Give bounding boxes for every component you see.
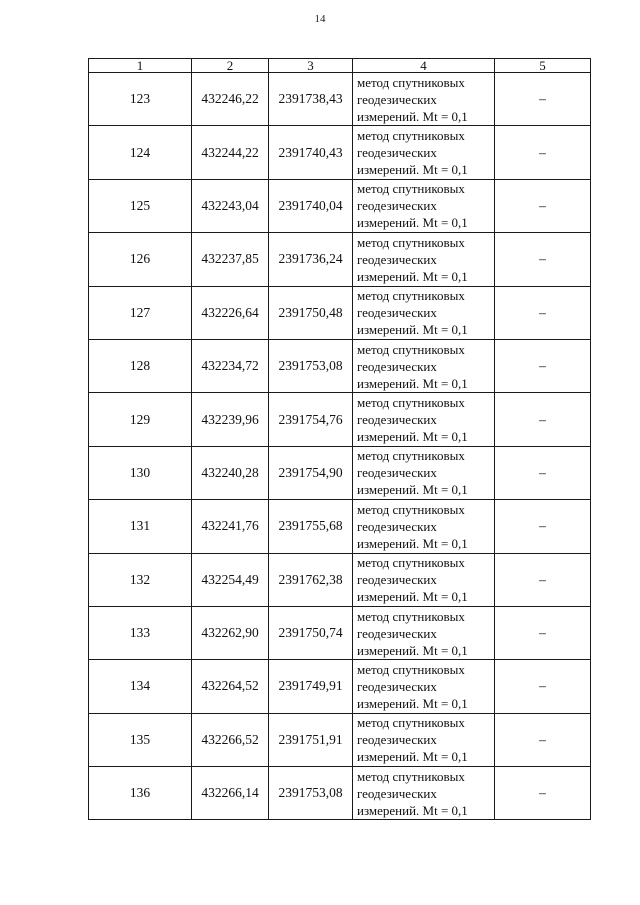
x-coordinate-cell: 432254,49: [192, 553, 269, 606]
table-row: [89, 286, 591, 339]
method-text-line: метод спутниковых: [357, 715, 465, 731]
method-cell: [353, 233, 495, 286]
note-cell: –: [495, 553, 591, 606]
method-text-line: измерений. Mt = 0,1: [357, 589, 468, 605]
x-coordinate-cell: 432239,96: [192, 393, 269, 446]
note-cell: –: [495, 233, 591, 286]
method-text-line: геодезических: [357, 358, 437, 374]
note-cell: –: [495, 126, 591, 179]
coordinates-table: [88, 58, 591, 820]
note-cell: –: [495, 500, 591, 553]
point-number-cell: 125: [89, 179, 192, 232]
method-text-line: измерений. Mt = 0,1: [357, 215, 468, 231]
y-coordinate-cell: 2391754,90: [269, 446, 353, 499]
method-cell: [353, 713, 495, 766]
method-text-line: геодезических: [357, 572, 437, 588]
table-row: [89, 393, 591, 446]
table-row: [89, 553, 591, 606]
y-coordinate-cell: 2391751,91: [269, 713, 353, 766]
table-row: [89, 339, 591, 392]
method-text-line: метод спутниковых: [357, 768, 465, 784]
method-text-line: метод спутниковых: [357, 501, 465, 517]
note-cell: –: [495, 713, 591, 766]
method-cell: [353, 126, 495, 179]
x-coordinate-cell: 432240,28: [192, 446, 269, 499]
point-number-cell: 133: [89, 606, 192, 659]
x-coordinate-cell: 432226,64: [192, 286, 269, 339]
point-number-cell: 134: [89, 660, 192, 713]
method-text-line: геодезических: [357, 625, 437, 641]
method-text-line: измерений. Mt = 0,1: [357, 482, 468, 498]
y-coordinate-cell: 2391754,76: [269, 393, 353, 446]
method-text-line: метод спутниковых: [357, 74, 465, 90]
y-coordinate-cell: 2391738,43: [269, 73, 353, 126]
table-row: [89, 660, 591, 713]
x-coordinate-cell: 432246,22: [192, 73, 269, 126]
x-coordinate-cell: 432234,72: [192, 339, 269, 392]
method-cell: [353, 286, 495, 339]
method-text-line: измерений. Mt = 0,1: [357, 695, 468, 711]
method-text-line: измерений. Mt = 0,1: [357, 642, 468, 658]
y-coordinate-cell: 2391753,08: [269, 767, 353, 820]
method-text-line: метод спутниковых: [357, 128, 465, 144]
method-cell: [353, 393, 495, 446]
table-row: [89, 606, 591, 659]
point-number-cell: 136: [89, 767, 192, 820]
method-cell: [353, 446, 495, 499]
method-cell: [353, 606, 495, 659]
y-coordinate-cell: 2391753,08: [269, 339, 353, 392]
x-coordinate-cell: 432241,76: [192, 500, 269, 553]
method-text-line: измерений. Mt = 0,1: [357, 749, 468, 765]
note-cell: –: [495, 339, 591, 392]
method-text-line: метод спутниковых: [357, 448, 465, 464]
method-text-line: геодезических: [357, 678, 437, 694]
x-coordinate-cell: 432237,85: [192, 233, 269, 286]
method-text-line: геодезических: [357, 251, 437, 267]
y-coordinate-cell: 2391750,48: [269, 286, 353, 339]
method-text-line: метод спутниковых: [357, 288, 465, 304]
method-text-line: геодезических: [357, 198, 437, 214]
point-number-cell: 127: [89, 286, 192, 339]
method-text-line: измерений. Mt = 0,1: [357, 268, 468, 284]
table-row: [89, 713, 591, 766]
point-number-cell: 131: [89, 500, 192, 553]
point-number-cell: 126: [89, 233, 192, 286]
method-text-line: измерений. Mt = 0,1: [357, 108, 468, 124]
y-coordinate-cell: 2391762,38: [269, 553, 353, 606]
method-text-line: геодезических: [357, 91, 437, 107]
method-text-line: метод спутниковых: [357, 234, 465, 250]
table-header-row: [89, 59, 591, 73]
column-header: 5: [495, 59, 591, 73]
method-text-line: измерений. Mt = 0,1: [357, 802, 468, 818]
x-coordinate-cell: 432243,04: [192, 179, 269, 232]
method-text-line: измерений. Mt = 0,1: [357, 322, 468, 338]
table-row: [89, 500, 591, 553]
table-row: [89, 179, 591, 232]
method-text-line: метод спутниковых: [357, 181, 465, 197]
point-number-cell: 132: [89, 553, 192, 606]
point-number-cell: 135: [89, 713, 192, 766]
method-text-line: измерений. Mt = 0,1: [357, 535, 468, 551]
note-cell: –: [495, 73, 591, 126]
method-text-line: метод спутниковых: [357, 661, 465, 677]
x-coordinate-cell: 432266,52: [192, 713, 269, 766]
column-header: 4: [353, 59, 495, 73]
table-row: [89, 73, 591, 126]
y-coordinate-cell: 2391740,43: [269, 126, 353, 179]
point-number-cell: 129: [89, 393, 192, 446]
method-cell: [353, 767, 495, 820]
point-number-cell: 130: [89, 446, 192, 499]
method-cell: [353, 553, 495, 606]
note-cell: –: [495, 286, 591, 339]
point-number-cell: 124: [89, 126, 192, 179]
method-cell: [353, 500, 495, 553]
method-text-line: измерений. Mt = 0,1: [357, 429, 468, 445]
point-number-cell: 123: [89, 73, 192, 126]
method-text-line: измерений. Mt = 0,1: [357, 375, 468, 391]
method-cell: [353, 73, 495, 126]
method-text-line: метод спутниковых: [357, 341, 465, 357]
y-coordinate-cell: 2391749,91: [269, 660, 353, 713]
note-cell: –: [495, 606, 591, 659]
column-header: 2: [192, 59, 269, 73]
note-cell: –: [495, 446, 591, 499]
method-text-line: метод спутниковых: [357, 555, 465, 571]
y-coordinate-cell: 2391750,74: [269, 606, 353, 659]
y-coordinate-cell: 2391740,04: [269, 179, 353, 232]
note-cell: –: [495, 179, 591, 232]
y-coordinate-cell: 2391736,24: [269, 233, 353, 286]
method-text-line: геодезических: [357, 518, 437, 534]
table-row: [89, 446, 591, 499]
table-row: [89, 767, 591, 820]
method-text-line: геодезических: [357, 412, 437, 428]
method-cell: [353, 339, 495, 392]
method-text-line: геодезических: [357, 785, 437, 801]
x-coordinate-cell: 432264,52: [192, 660, 269, 713]
column-header: 3: [269, 59, 353, 73]
method-text-line: геодезических: [357, 732, 437, 748]
note-cell: –: [495, 660, 591, 713]
y-coordinate-cell: 2391755,68: [269, 500, 353, 553]
note-cell: –: [495, 393, 591, 446]
x-coordinate-cell: 432244,22: [192, 126, 269, 179]
method-text-line: метод спутниковых: [357, 395, 465, 411]
x-coordinate-cell: 432262,90: [192, 606, 269, 659]
table-row: [89, 126, 591, 179]
method-cell: [353, 660, 495, 713]
method-cell: [353, 179, 495, 232]
method-text-line: геодезических: [357, 465, 437, 481]
method-text-line: геодезических: [357, 145, 437, 161]
table-body: [89, 73, 591, 820]
note-cell: –: [495, 767, 591, 820]
method-text-line: геодезических: [357, 305, 437, 321]
method-text-line: измерений. Mt = 0,1: [357, 162, 468, 178]
point-number-cell: 128: [89, 339, 192, 392]
page-number: 14: [314, 13, 326, 25]
x-coordinate-cell: 432266,14: [192, 767, 269, 820]
method-text-line: метод спутниковых: [357, 608, 465, 624]
column-header: 1: [89, 59, 192, 73]
table-row: [89, 233, 591, 286]
